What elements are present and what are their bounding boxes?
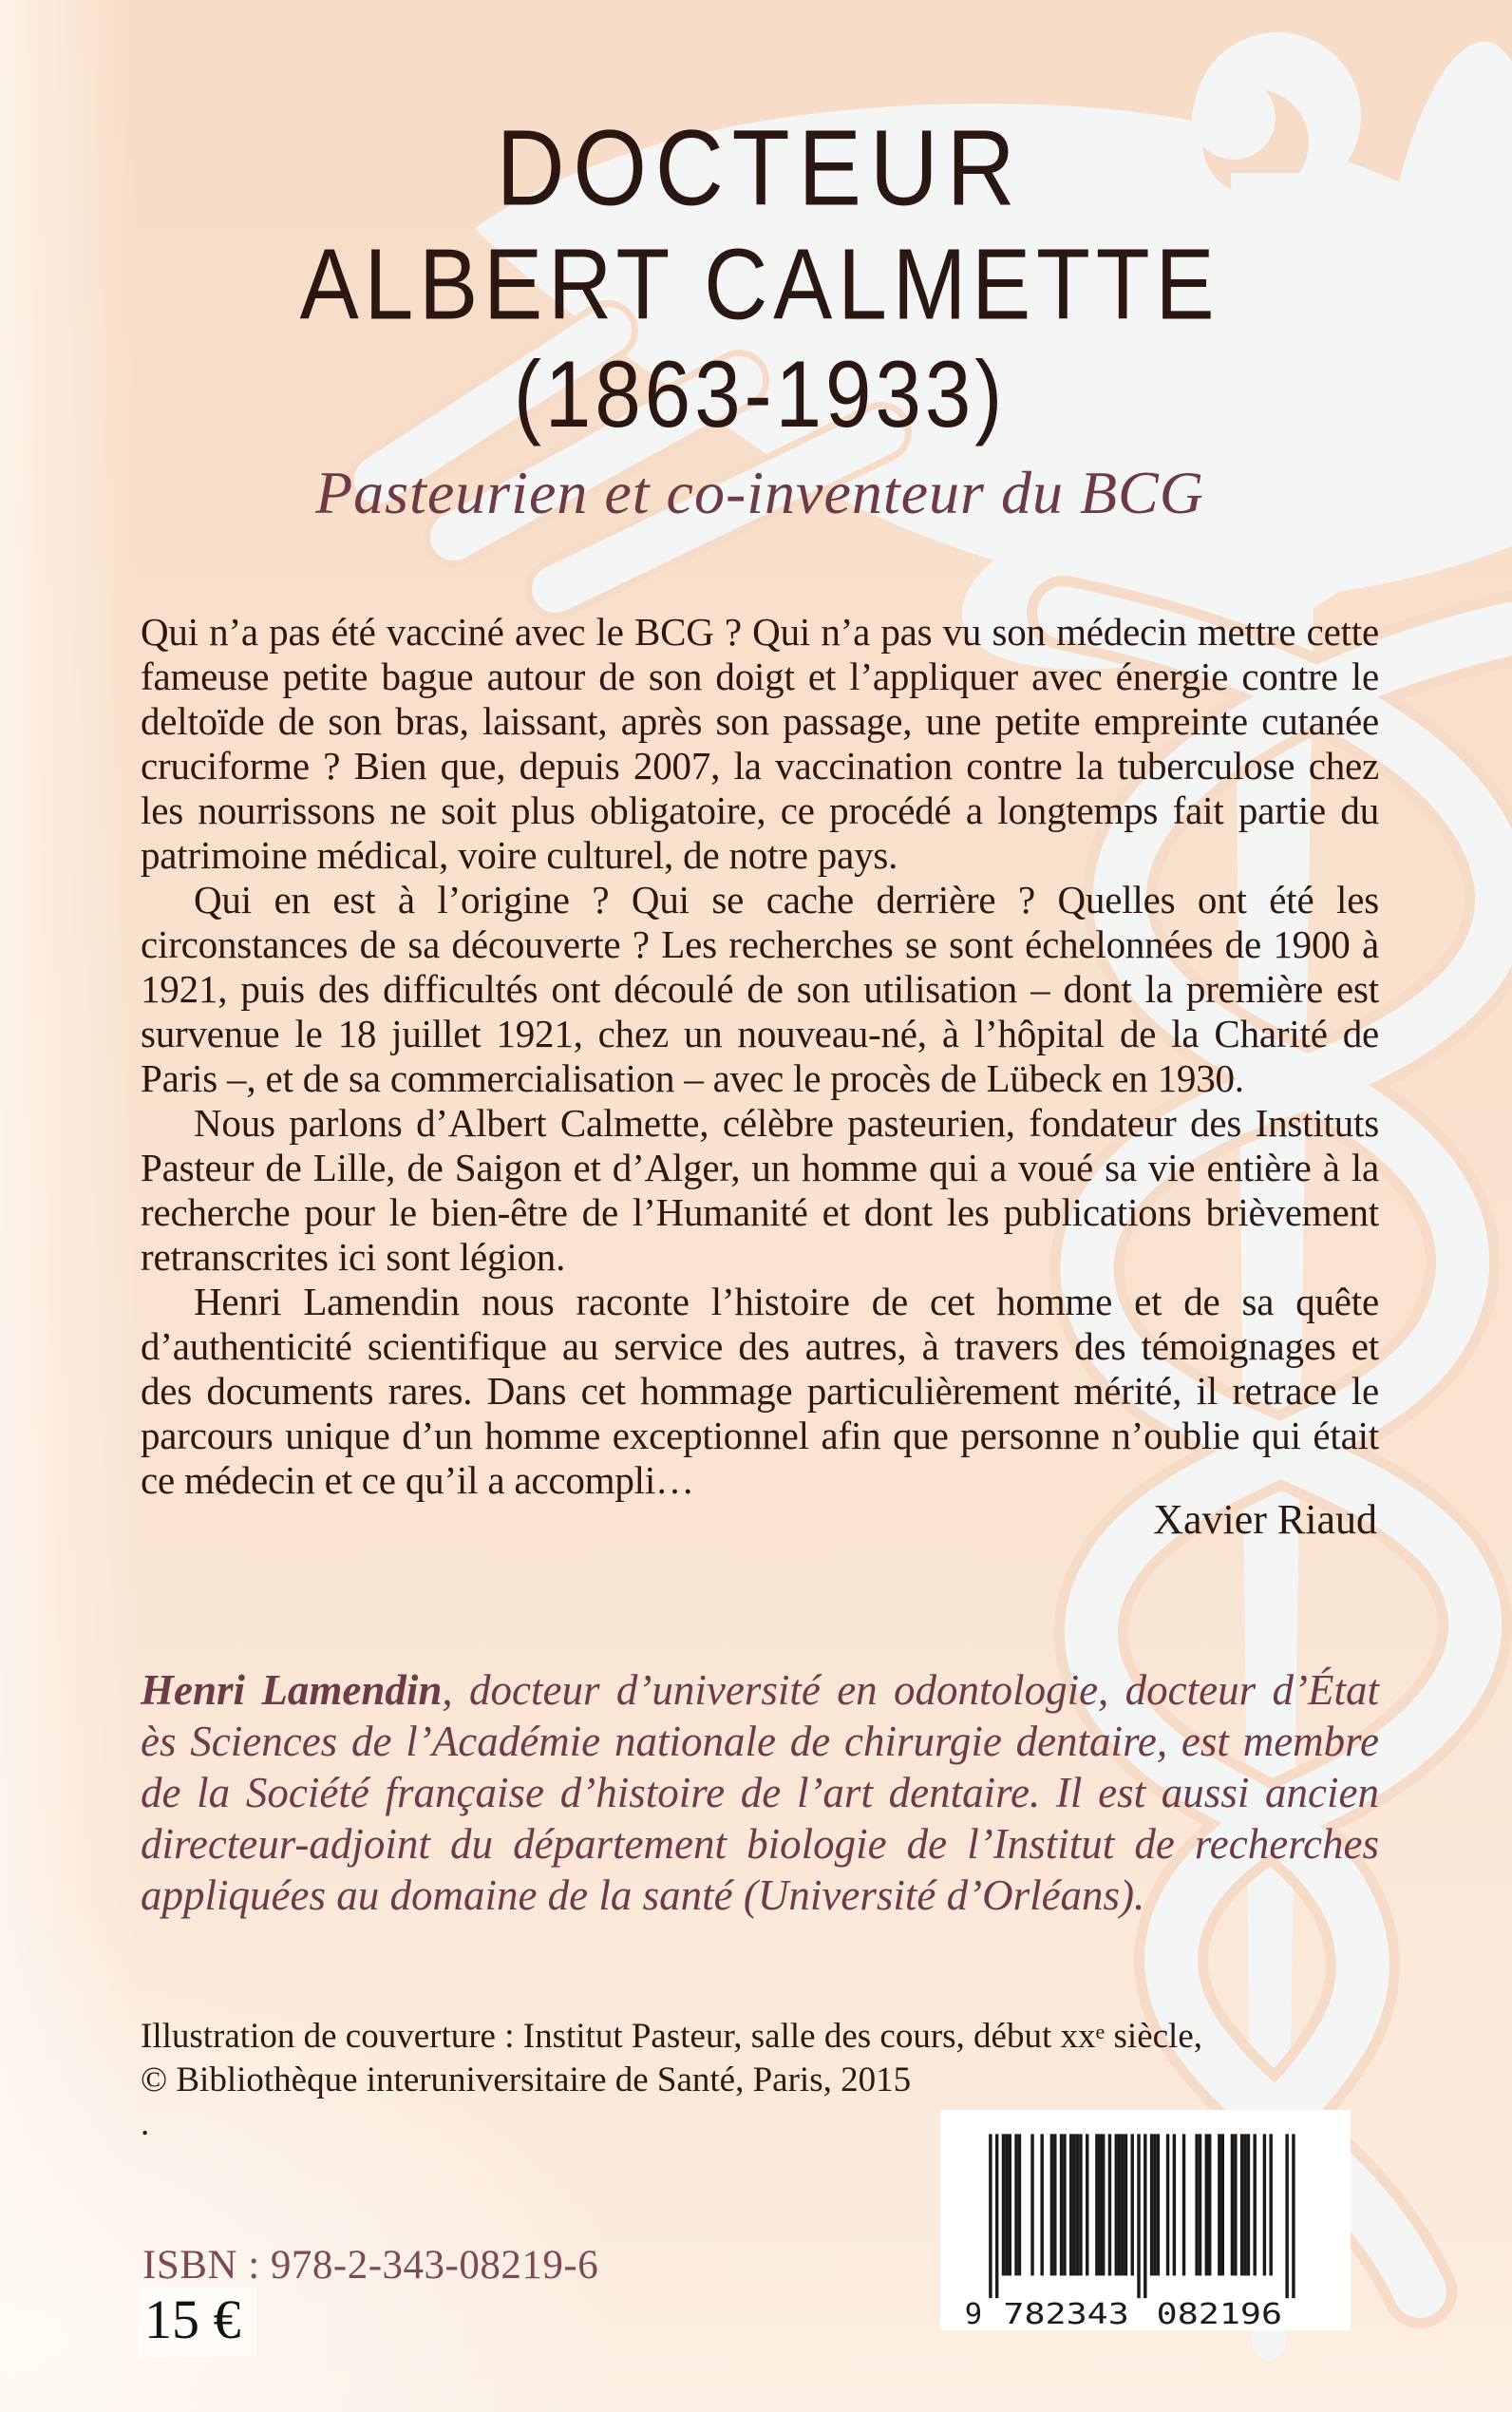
credit-line-3: . — [141, 2104, 150, 2143]
superscript-e: e — [1095, 2020, 1106, 2043]
title-line-2: ALBERT CALMETTE — [299, 229, 1220, 341]
barcode-digit-9: 9 — [964, 2298, 983, 2330]
isbn-label: ISBN : 978-2-343-08219-6 — [142, 2243, 599, 2288]
synopsis-paragraph: Qui n’a pas été vacciné avec le BCG ? Qui n’a pas vu son médecin mettre cette fameuse petite bague autour de son doigt et l’appliquer avec énergie contre le deltoïde de son bras, laissant, après son passage, une petite empreinte cutanée cruciforme ? Bien que, depuis 2007, la vaccination contre la tuberculose chez les nourrissons ne soit plus obligatoire, ce procédé a longtemps fait partie du patrimoine médical, voire culturel, de notre pays. — [141, 610, 1379, 877]
synopsis — [141, 610, 1379, 1503]
author-bio — [141, 1664, 1379, 1921]
credit-line-2: © Bibliothèque interuniversitaire de Santé, Paris, 2015 — [141, 2061, 912, 2099]
title-line-1: DOCTEUR — [496, 107, 1024, 228]
synopsis-paragraph: Qui en est à l’origine ? Qui se cache derrière ? Quelles ont été les circonstances de sa découverte ? Les recherches se sont échelonnées de 1900 à 1921, puis des difficultés ont découlé de son utilisation – dont la première est survenue le 18 juillet 1921, chez un nouveau-né, à l’hôpital de la Charité de Paris –, et de sa commercialisation – avec le procès de Lübeck en 1930. — [141, 878, 1379, 1100]
price-label: 15 € — [139, 2288, 256, 2357]
subtitle: Pasteurien et co-inventeur du BCG — [315, 459, 1204, 526]
synopsis-paragraph: Nous parlons d’Albert Calmette, célèbre pasteurien, fondateur des Instituts Pasteur de Lille, de Saigon et d’Alger, un homme qui a voué sa vie entière à la recherche pour le bien-être de l’Humanité et dont les publications brièvement retranscrites ici sont légion. — [141, 1101, 1379, 1279]
barcode-digits-group2: 082196 — [1156, 2298, 1283, 2330]
barcode — [940, 2110, 1351, 2330]
author-name: Henri Lamendin — [141, 1666, 443, 1714]
barcode-digits-group1: 782343 — [1003, 2298, 1129, 2330]
ean13-barcode-svg — [963, 2131, 1298, 2330]
author-bio-text: , docteur d’université en odontologie, docteur d’État ès Sciences de l’Académie nationale de chirurgie dentaire, est membre de la Société française d’histoire de l’art dentaire. Il est aussi ancien directeur-adjoint du département biologie de l’Institut de recherches appliquées au domaine de la santé (Université d’Orléans). — [141, 1666, 1379, 1919]
credit-line-1: Illustration de couverture : Institut Pasteur, salle des cours, début $xx^e$ siècle, — [141, 2017, 1203, 2056]
synopsis-paragraph: Henri Lamendin nous raconte l’histoire de cet homme et de sa quête d’authenticité scientifique au service des autres, à travers des témoignages et des documents rares. Dans cet hommage particulièrement mérité, il retrace le parcours unique d’un homme exceptionnel afin que personne n’oublie qui était ce médecin et ce qu’il a accompli… — [141, 1280, 1379, 1502]
signature: Xavier Riaud — [1153, 1496, 1377, 1543]
title-years: (1863-1933) — [513, 343, 1007, 448]
